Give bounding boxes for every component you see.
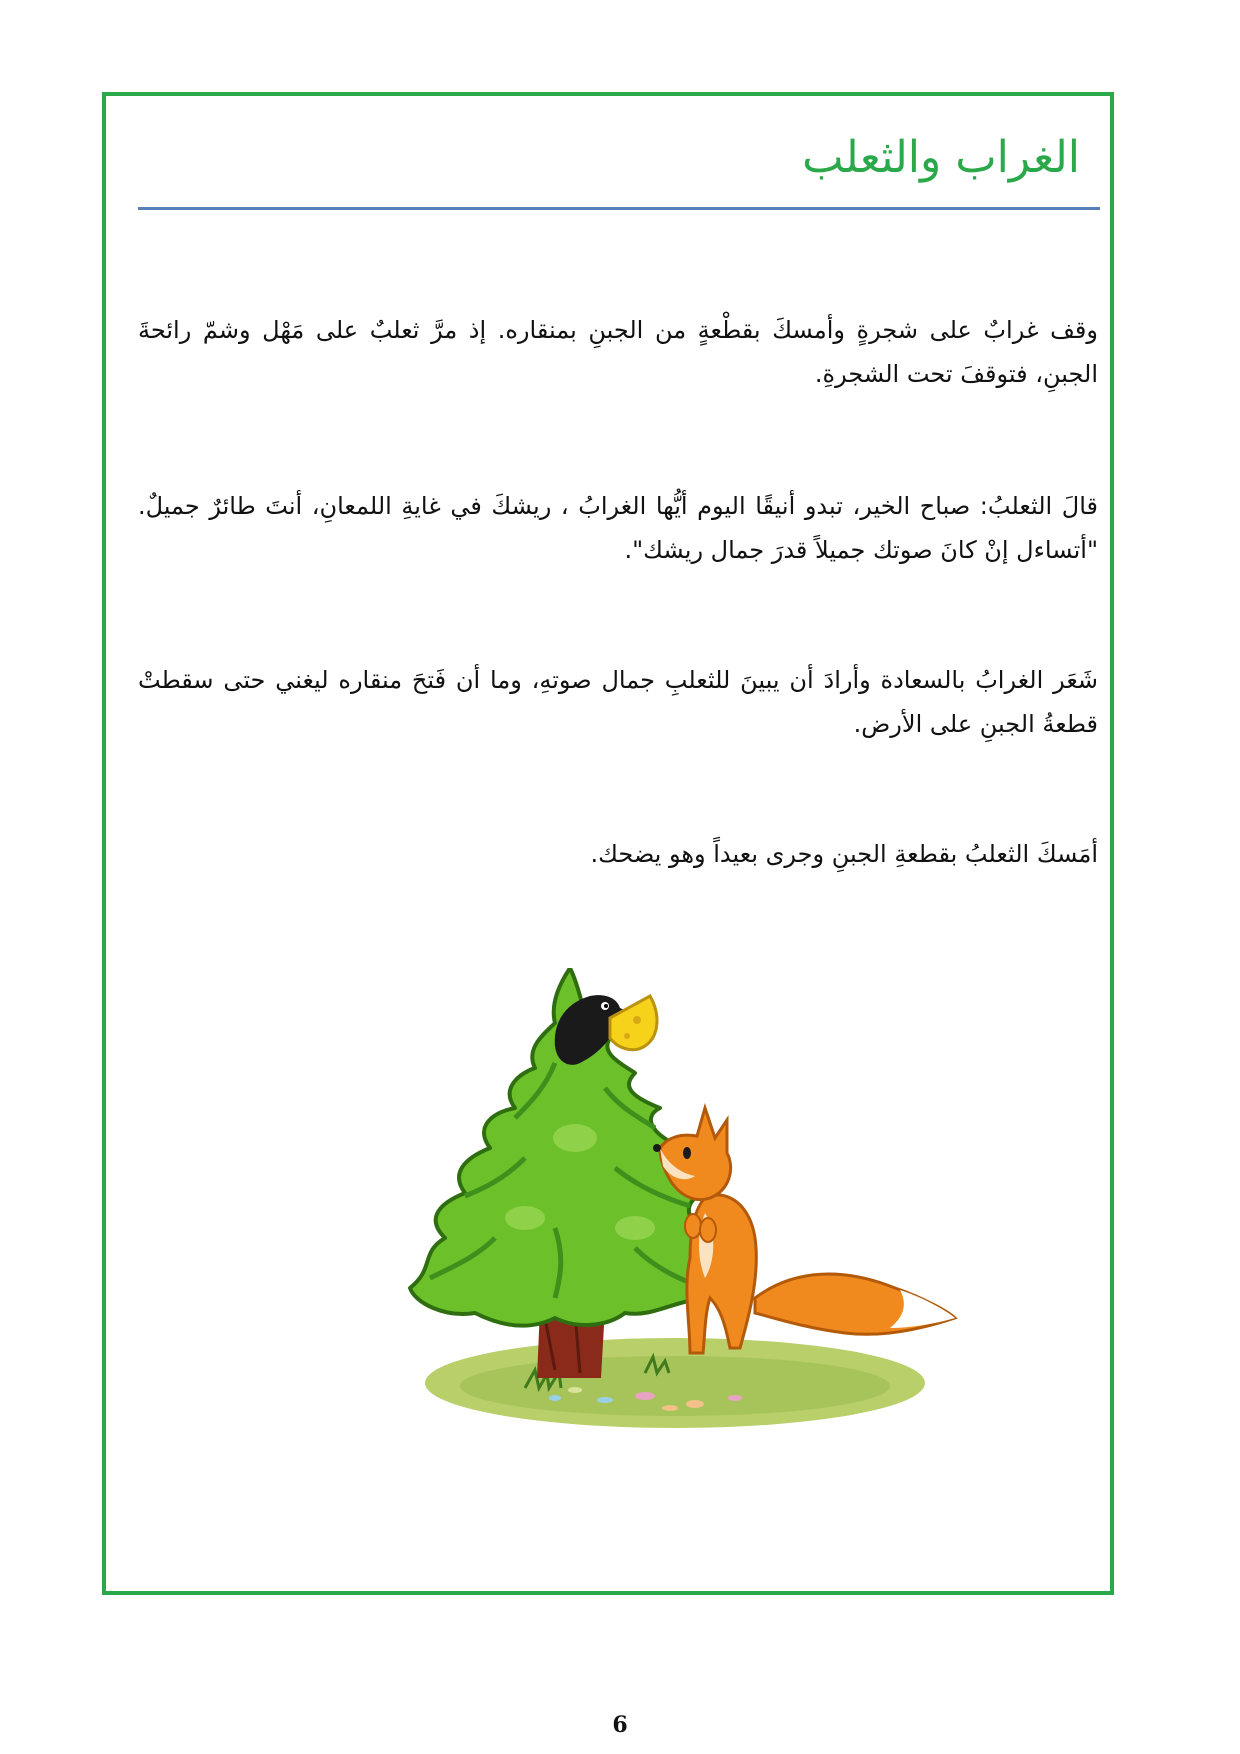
story-paragraph-3: شَعَر الغرابُ بالسعادة وأرادَ أن يبينَ للثعلبِ جمال صوتهِ، وما أن فَتحَ منقاره ليغني حتى سقطتْ قطعةُ الجبنِ على الأرض.: [138, 666, 1098, 738]
page-number: 6: [612, 1712, 628, 1738]
page-title: الغراب والثعلب: [802, 132, 1080, 183]
story-paragraph-4: أمَسكَ الثعلبُ بقطعةِ الجبنِ وجرى بعيداً وهو يضحك.: [590, 840, 1098, 868]
title-divider: [138, 207, 1100, 210]
fox-icon: [653, 1108, 955, 1353]
story-paragraph-2: قالَ الثعلبُ: صباح الخير، تبدو أنيقًا اليوم أيُّها الغرابُ ، ريشكَ في غايةِ اللمعانِ، أنتَ طائرٌ جميلٌ. "أتساءل إنْ كانَ صوتك جميلاً قدرَ جمال ريشك".: [138, 492, 1098, 564]
grass-icon: [425, 1338, 925, 1428]
story-paragraph-1: وقف غرابٌ على شجرةٍ وأمسكَ بقطْعةٍ من الجبنِ بمنقاره. إذ مرَّ ثعلبٌ على مَهْل وشمّ رائحةَ الجبنِ، فتوقفَ تحت الشجرةِ.: [138, 316, 1098, 388]
story-illustration: [405, 968, 965, 1448]
